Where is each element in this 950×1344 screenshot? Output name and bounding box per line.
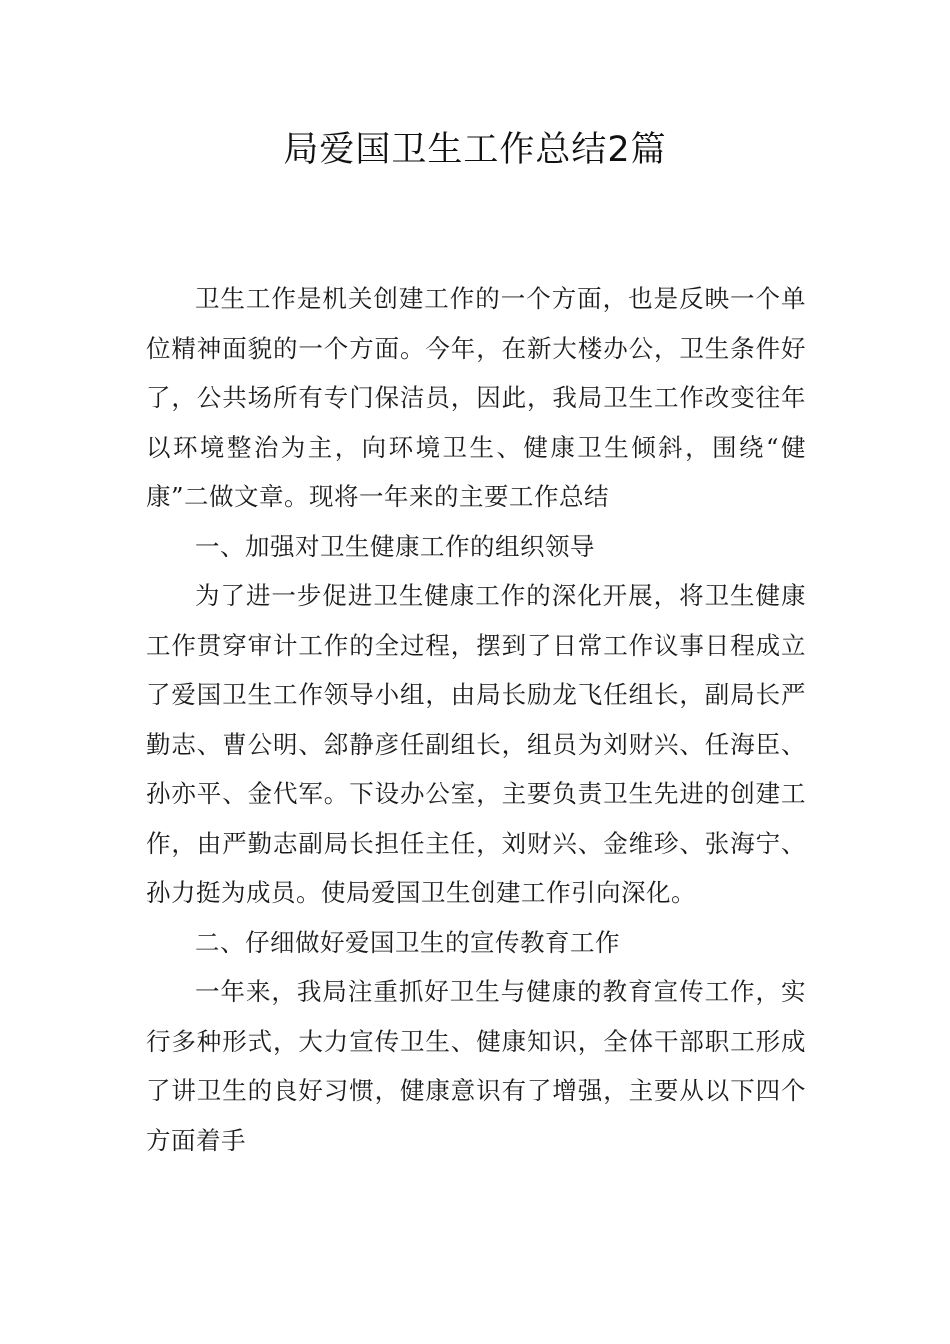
document-body [146,274,806,1165]
section-heading-1: 一、加强对卫生健康工作的组织领导 [195,531,595,561]
paragraph-section-1: 为了进一步促进卫生健康工作的深化开展，将卫生健康工作贯穿审计工作的全过程，摆到了日常工作议事日程成立了爱国卫生工作领导小组，由局长励龙飞任组长，副局长严勤志、曹公明、郐静彦任副组长，组员为刘财兴、任海臣、孙亦平、金代军。下设办公室，主要负责卫生先进的创建工作，由严勤志副局长担任主任，刘财兴、金维珍、张海宁、孙力挺为成员。使局爱国卫生创建工作引向深化。 [146,581,806,907]
section-heading-2: 二、仔细做好爱国卫生的宣传教育工作 [195,927,620,957]
paragraph-section-2: 一年来，我局注重抓好卫生与健康的教育宣传工作，实行多种形式，大力宣传卫生、健康知识，全体干部职工形成了讲卫生的良好习惯，健康意识有了增强，主要从以下四个方面着手 [146,977,806,1155]
document-title: 局爱国卫生工作总结2篇 [283,130,667,170]
paragraph-intro: 卫生工作是机关创建工作的一个方面，也是反映一个单位精神面貌的一个方面。今年，在新大楼办公，卫生条件好了，公共场所有专门保洁员，因此，我局卫生工作改变往年以环境整治为主，向环境卫生、健康卫生倾斜，围绕“健康”二做文章。现将一年来的主要工作总结 [146,284,806,511]
